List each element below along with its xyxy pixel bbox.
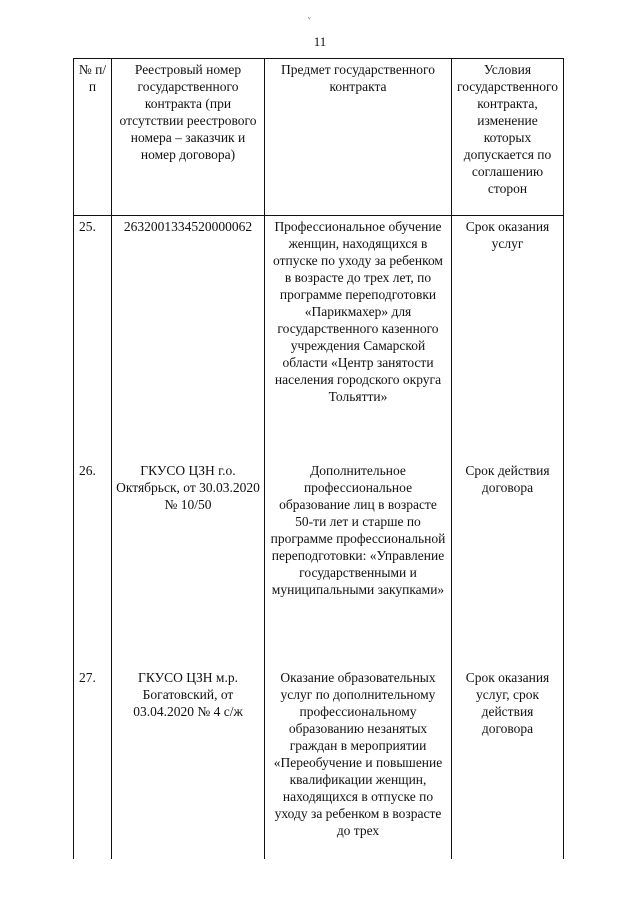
row-number: 25. <box>74 216 112 463</box>
header-contract-subject: Предмет государственного контракта <box>265 59 452 216</box>
row-conditions: Срок действия договора <box>452 462 564 669</box>
row-subject: Оказание образовательных услуг по дополнительному профессиональному образованию незанятых граждан в мероприятии «Переобучение и повышение квалификации женщин, находящихся в отпуске по уходу за ребенком в возрасте до трех <box>265 669 452 859</box>
header-registry-number: Реестровый номер государственного контракта (при отсутствии реестрового номера – заказчик и номер договора) <box>112 59 265 216</box>
row-subject: Дополнительное профессиональное образование лиц в возрасте 50-ти лет и старше по программе профессиональной переподготовки: «Управление государственными и муниципальными закупками» <box>265 462 452 669</box>
table-row <box>74 669 564 859</box>
row-conditions: Срок оказания услуг, срок действия договора <box>452 669 564 859</box>
row-registry: 2632001334520000062 <box>112 216 265 463</box>
row-number: 26. <box>74 462 112 669</box>
table-header-row <box>74 59 564 216</box>
header-contract-conditions: Условия государственного контракта, изменение которых допускается по соглашению сторон <box>452 59 564 216</box>
contracts-table <box>73 58 564 859</box>
header-number: № п/п <box>74 59 112 216</box>
row-registry: ГКУСО ЦЗН г.о. Октябрьск, от 30.03.2020 № 10/50 <box>112 462 265 669</box>
table-row <box>74 216 564 463</box>
row-conditions: Срок оказания услуг <box>452 216 564 463</box>
scan-speck: ᵛ <box>308 14 311 24</box>
table-row <box>74 462 564 669</box>
row-registry: ГКУСО ЦЗН м.р. Богатовский, от 03.04.2020 № 4 с/ж <box>112 669 265 859</box>
row-subject: Профессиональное обучение женщин, находящихся в отпуске по уходу за ребенком в возрасте до трех лет, по программе переподготовки «Парикмахер» для государственного казенного учреждения Самарской области «Центр занятости населения городского округа Тольятти» <box>265 216 452 463</box>
row-number: 27. <box>74 669 112 859</box>
page-number: 11 <box>313 34 327 49</box>
